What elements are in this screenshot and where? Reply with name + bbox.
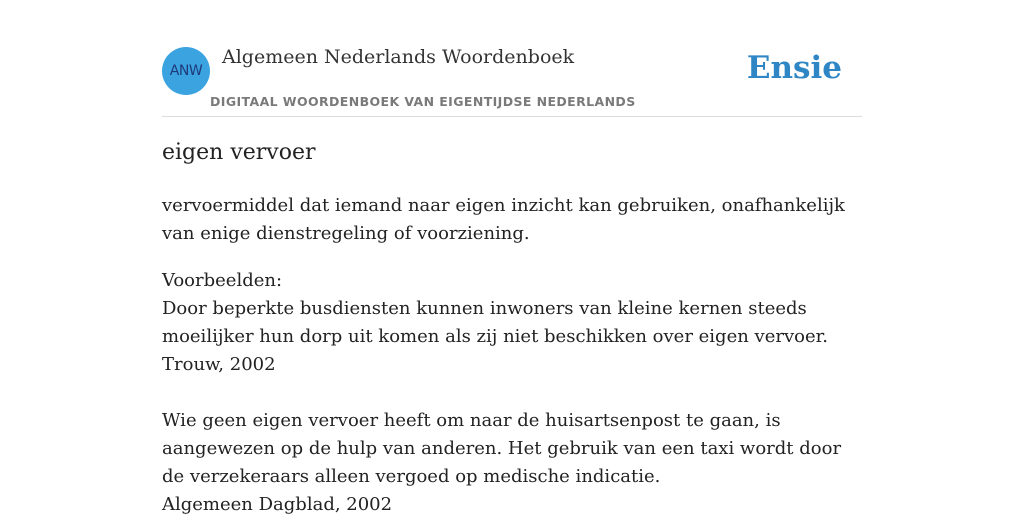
anw-logo[interactable] xyxy=(162,47,210,95)
examples-label: Voorbeelden: xyxy=(162,270,283,291)
site-subtitle: DIGITAAL WOORDENBOEK VAN EIGENTIJDSE NEDERLANDS xyxy=(210,94,636,109)
entry-content xyxy=(162,192,862,519)
definition: vervoermiddel dat iemand naar eigen inzicht kan gebruiken, onafhankelijk van enige dienstregeling of voorziening. xyxy=(162,195,845,244)
page xyxy=(162,0,862,515)
headword: eigen vervoer xyxy=(162,140,316,165)
ensie-logo[interactable]: Ensie xyxy=(746,50,842,86)
header xyxy=(162,0,862,117)
example-text: Door beperkte busdiensten kunnen inwoners van kleine kernen steeds moeilijker hun dorp uit komen als zij niet beschikken over eigen vervoer. xyxy=(162,298,828,347)
example-source: Trouw, 2002 xyxy=(162,354,276,375)
logo-text: ANW xyxy=(169,63,203,79)
example-source: Algemeen Dagblad, 2002 xyxy=(162,494,393,515)
site-title[interactable]: Algemeen Nederlands Woordenboek xyxy=(222,46,575,68)
example-text: Wie geen eigen vervoer heeft om naar de huisartsenpost te gaan, is aangewezen op de hulp van anderen. Het gebruik van een taxi wordt door de verzekeraars alleen vergoed op medische indicatie. xyxy=(162,410,842,487)
